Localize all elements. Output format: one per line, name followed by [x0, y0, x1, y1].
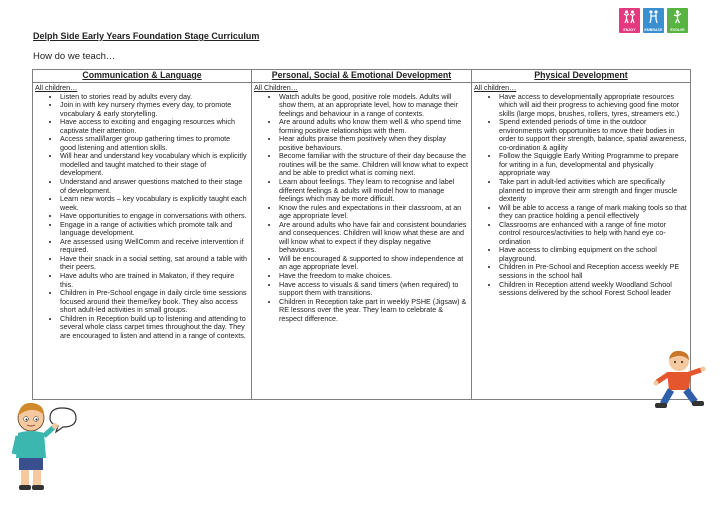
logo-evolve-label: EVOLVE	[670, 28, 685, 32]
list-item: • Hear adults praise them positively when they display positive behaviours.	[279, 135, 468, 152]
embracing-figures-icon	[647, 10, 660, 24]
page-subtitle: How do we teach…	[33, 51, 116, 62]
list-item: • Take part in adult-led activities which are specifically planned to improve their arm strength and finger muscle dexterity	[499, 178, 687, 204]
logo-evolve	[667, 8, 688, 33]
list-item: • Have access to climbing equipment on the school playground.	[499, 246, 687, 263]
list-item: • Understand and answer questions matched to their stage of development.	[60, 178, 248, 195]
logo-enjoy-label: ENJOY	[623, 28, 636, 32]
column-heading-communication: Communication & Language	[33, 70, 252, 83]
list-item: • Will be encouraged & supported to show independence at an age appropriate level.	[279, 255, 468, 272]
column-lead: All children…	[35, 83, 78, 92]
list-item: • Become familiar with the structure of their day because the routines will be the same. Children will know what to expect and be able to predict what is coming next.	[279, 152, 468, 178]
list-item: • Are around adults who have fair and consistent boundaries and consequences. Children will know what these are and will know what to expect if they display negative behaviours.	[279, 221, 468, 255]
jumping-figures-icon	[623, 10, 636, 24]
list-item: • Will hear and understand key vocabulary which is explicitly modelled and taught matched to their stage of development.	[60, 152, 248, 178]
curriculum-table	[32, 69, 691, 400]
list-item: • Have adults who are trained in Makaton, if they require this.	[60, 272, 248, 289]
page-title: Delph Side Early Years Foundation Stage Curriculum	[33, 31, 260, 41]
list-item: • Children in Pre-School and Reception access weekly PE sessions in the school hall	[499, 263, 687, 280]
column-heading-physical: Physical Development	[472, 70, 691, 83]
list-item: • Children in Reception attend weekly Woodland School sessions delivered by the school Forest School leader	[499, 281, 687, 298]
list-item: • Spend extended periods of time in the outdoor environments with opportunities to move their bodies in order to support their strength, balance, spatial awareness, co-ordination & agility	[499, 118, 687, 152]
boy-speech-bubble-illustration	[10, 396, 80, 496]
growing-figure-icon	[671, 10, 684, 24]
logo-embrace-label: EMBRACE	[644, 28, 663, 32]
list-item: • Follow the Squiggle Early Writing Programme to prepare for writing in a fun, developmental and physically appropriate way	[499, 152, 687, 178]
list-item: • Have access to visuals & sand timers (when required) to support them with transitions.	[279, 281, 468, 298]
list-item: • Have their snack in a social setting, sat around a table with their peers.	[60, 255, 248, 272]
table-header-row	[33, 70, 691, 83]
list-item: • Join in with key nursery rhymes every day, to promote vocabulary & early storytelling.	[60, 101, 248, 118]
list-item: • Listen to stories read by adults every day.	[60, 93, 248, 102]
bullet-list	[254, 93, 468, 324]
column-lead: All Children…	[254, 83, 298, 92]
list-item: • Are around adults who know them well & who spend time forming positive relationships with them.	[279, 118, 468, 135]
list-item: • Learn about feelings. They learn to recognise and label different feelings & adults will model how to manage feelings which may be more difficult.	[279, 178, 468, 204]
bullet-list	[35, 93, 248, 341]
running-boy-illustration	[649, 348, 711, 416]
logo-enjoy	[619, 8, 640, 33]
column-lead: All children…	[474, 83, 517, 92]
school-values-logos	[619, 8, 688, 33]
list-item: • Have access to exciting and engaging resources which captivate their attention.	[60, 118, 248, 135]
logo-embrace	[643, 8, 664, 33]
list-item: • Have access to developmentally appropriate resources which will aid their progress to achieving good fine motor skills (large mops, brushes, rollers, tyres, streamers etc.)	[499, 93, 687, 119]
list-item: • Children in Reception build up to listening and attending to several whole class carpet times throughout the day. They are encouraged to listen and attend in a range of contexts.	[60, 315, 248, 341]
list-item: • Children in Pre-School engage in daily circle time sessions focused around their theme/key book. They also access short adult-led activities in small groups.	[60, 289, 248, 315]
table-body-row	[33, 83, 691, 400]
list-item: • Children in Reception take part in weekly PSHE (Jigsaw) & RE lessons over the year. They learn to celebrate & respect difference.	[279, 298, 468, 324]
list-item: • Have the freedom to make choices.	[279, 272, 468, 281]
list-item: • Are assessed using WellComm and receive intervention if required.	[60, 238, 248, 255]
list-item: • Watch adults be good, positive role models. Adults will show them, at an appropriate level, how to manage their feelings and behaviour in a range of contexts.	[279, 93, 468, 119]
list-item: • Know the rules and expectations in their classroom, at an age appropriate level.	[279, 204, 468, 221]
list-item: • Engage in a range of activities which promote talk and language development.	[60, 221, 248, 238]
column-heading-psed: Personal, Social & Emotional Development	[252, 70, 472, 83]
list-item: • Learn new words – key vocabulary is explicitly taught each week.	[60, 195, 248, 212]
list-item: • Have opportunities to engage in conversations with others.	[60, 212, 248, 221]
list-item: • Will be able to access a range of mark making tools so that they can practice holding a pencil effectively	[499, 204, 687, 221]
column-communication	[33, 83, 252, 400]
list-item: • Classrooms are enhanced with a range of fine motor control resources/activities to help with hand eye co-ordination	[499, 221, 687, 247]
list-item: • Access small/larger group gathering times to promote good listening and attention skills.	[60, 135, 248, 152]
column-psed	[252, 83, 472, 400]
bullet-list	[474, 93, 687, 298]
